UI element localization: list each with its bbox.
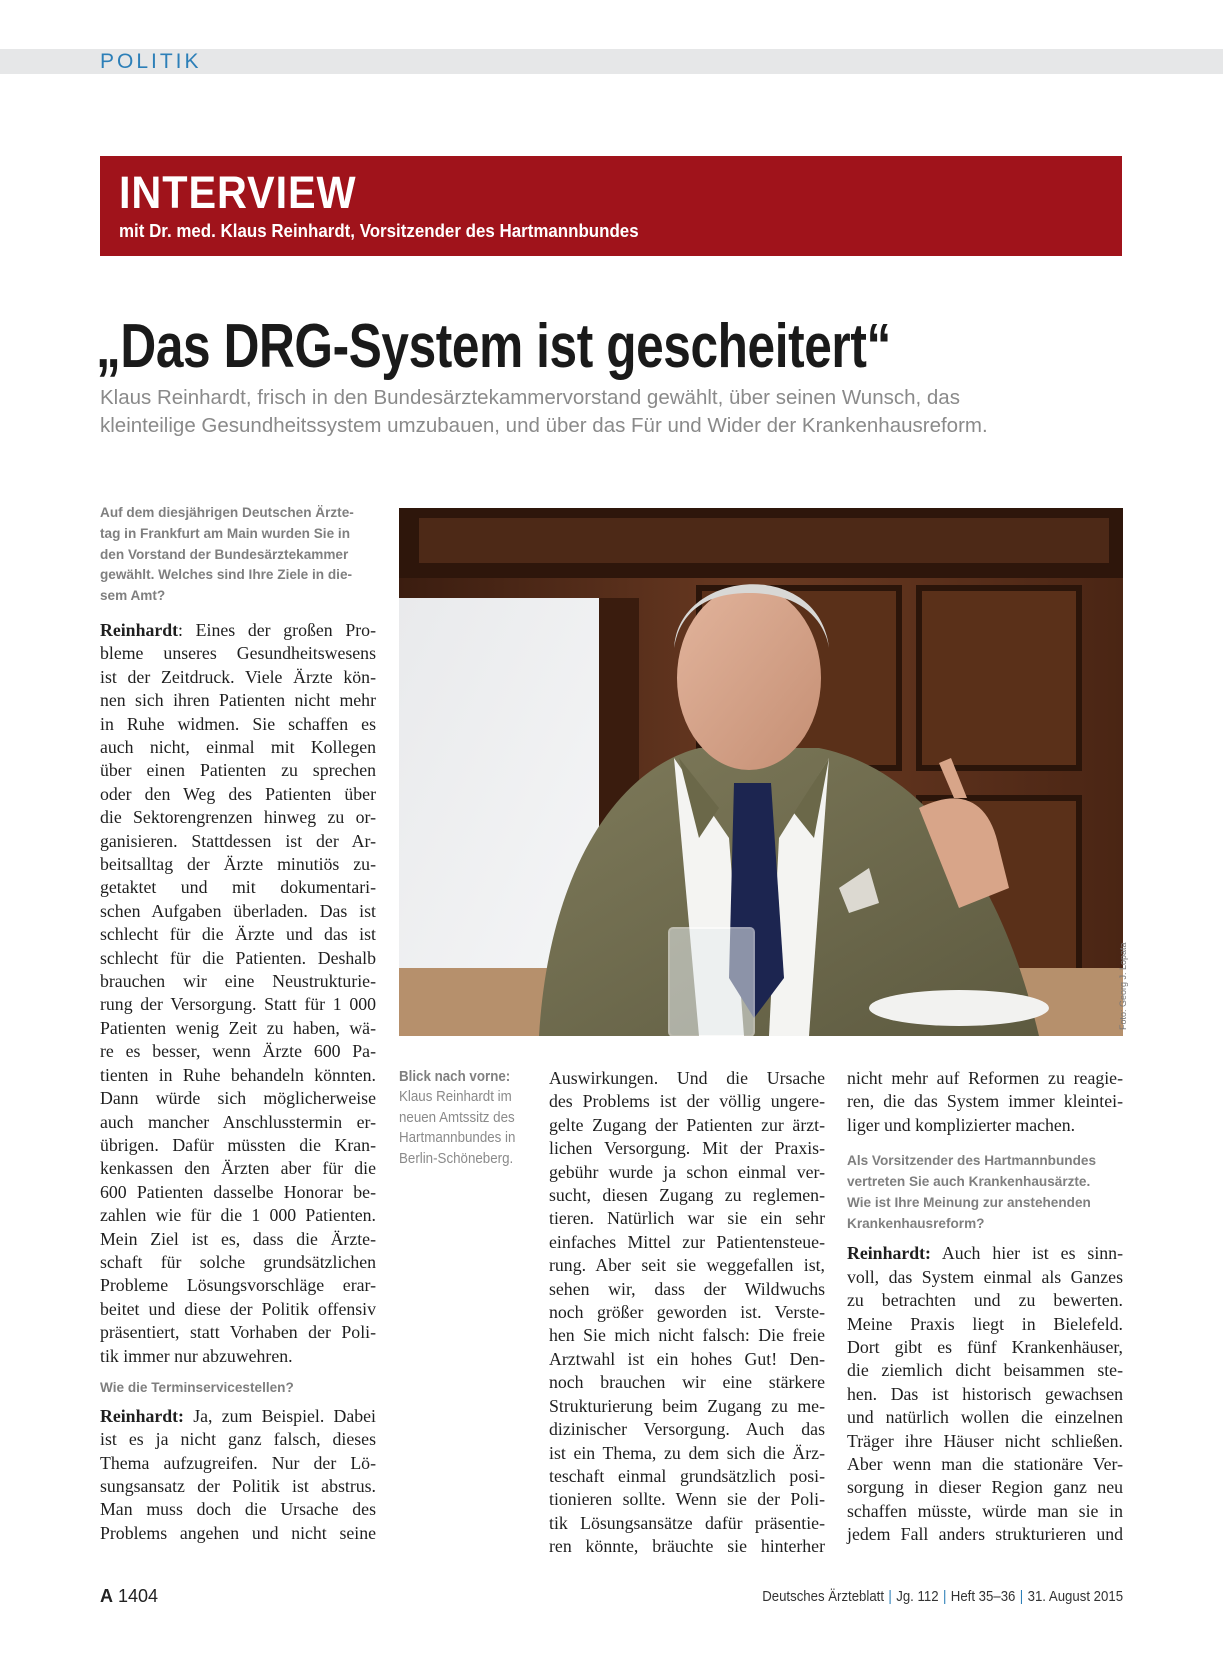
text-line: beitet und diese der Politik offensiv bbox=[100, 1298, 376, 1319]
text-line: präsentiert, statt Vorhaben der Poli- bbox=[100, 1322, 376, 1343]
text-line: und natürlich wollen die einzelnen bbox=[847, 1407, 1123, 1428]
text-line: brauchen wir eine Neustrukturie- bbox=[100, 971, 376, 992]
question-2 bbox=[100, 1378, 376, 1399]
text-line: Problems angehen und nicht seine bbox=[100, 1522, 376, 1543]
text-line: tienten in Ruhe behandeln könnten. bbox=[100, 1064, 376, 1085]
photo-credit: Foto: Georg J. Lopata bbox=[1118, 942, 1128, 1030]
text-line: getaktet und mit dokumentari- bbox=[100, 877, 376, 898]
answer-continued bbox=[847, 1067, 1123, 1137]
journal-issue: Heft 35–36 bbox=[950, 1588, 1016, 1605]
text-line: schlecht für die Ärzte und das ist bbox=[100, 924, 376, 945]
text-line: einfaches Mittel zur Patientensteue- bbox=[549, 1231, 825, 1252]
text-line: ganisieren. Stattdessen ist der Ar- bbox=[100, 830, 376, 851]
text-line: ist es ja nicht ganz falsch, dieses bbox=[100, 1429, 376, 1450]
text-line: tik Lösungsansätze dafür präsentie- bbox=[549, 1512, 825, 1533]
question-line: Als Vorsitzender des Hartmannbundes bbox=[847, 1153, 1097, 1169]
page-prefix: A bbox=[100, 1586, 113, 1606]
footer-info bbox=[762, 1588, 1123, 1605]
text-line: die ziemlich dicht beisammen ste- bbox=[847, 1360, 1123, 1381]
text-line: tionieren sollte. Wenn sie der Poli- bbox=[549, 1489, 825, 1510]
answer-1 bbox=[100, 619, 376, 1368]
interview-subtitle: mit Dr. med. Klaus Reinhardt, Vorsitzender des Hartmannbundes bbox=[119, 221, 639, 241]
text-line bbox=[100, 1405, 376, 1428]
question-line: Krankenhausreform? bbox=[847, 1215, 985, 1231]
caption-line: Klaus Reinhardt im bbox=[399, 1089, 512, 1106]
text-line: sorgung in dieser Region ganz neu bbox=[847, 1477, 1123, 1498]
text-line: Dort gibt es fünf Krankenhäuser, bbox=[847, 1337, 1123, 1358]
text-line: tik immer nur abzuwehren. bbox=[100, 1345, 293, 1366]
text-line: voll, das System einmal als Ganzes bbox=[847, 1266, 1123, 1287]
text-line: hen Sie mich nicht falsch: Die freie bbox=[549, 1325, 825, 1346]
text-line: lichen Versorgung. Mit der Praxis- bbox=[549, 1138, 825, 1159]
headline: „Das DRG-System ist gescheitert“ bbox=[96, 312, 891, 381]
text-line: Auswirkungen. Und die Ursache bbox=[549, 1068, 825, 1088]
question-line: tag in Frankfurt am Main wurden Sie in bbox=[100, 525, 351, 541]
photo-caption bbox=[399, 1067, 529, 1169]
caption-title: Blick nach vorne: bbox=[399, 1069, 511, 1085]
article-column-3 bbox=[847, 1067, 1123, 1547]
text-line: Probleme Lösungsvorschläge erar- bbox=[100, 1275, 376, 1296]
text-line: gelte Zugang der Patienten zur ärzt- bbox=[549, 1114, 825, 1135]
answer-3 bbox=[847, 1242, 1123, 1546]
portrait-photo bbox=[399, 508, 1123, 1036]
text-line: jedem Fall anders strukturieren und bbox=[847, 1524, 1123, 1545]
text-line: Meine Praxis liegt in Bielefeld. bbox=[847, 1313, 1123, 1334]
interview-title: INTERVIEW bbox=[119, 167, 357, 218]
text-line: rung der Versorgung. Statt für 1 000 bbox=[100, 994, 376, 1015]
text-line: zahlen wie für die 1 000 Patienten. bbox=[100, 1205, 376, 1226]
lead-line: Klaus Reinhardt, frisch in den Bundesärztekammervorstand gewählt, über seinen Wunsch, das bbox=[100, 386, 960, 409]
question-line: Auf dem diesjährigen Deutschen Ärzte- bbox=[100, 505, 354, 520]
speaker-name: Reinhardt: bbox=[847, 1243, 931, 1264]
text-line: gebühr wurde ja schon einmal ver- bbox=[549, 1161, 825, 1182]
text-line: Strukturierung beim Zugang zu me- bbox=[549, 1395, 825, 1416]
section-label: POLITIK bbox=[100, 50, 202, 73]
text-line bbox=[847, 1242, 1123, 1265]
text-line: schlecht für die Patienten. Deshalb bbox=[100, 947, 376, 968]
caption-line: neuen Amtssitz des bbox=[399, 1109, 515, 1126]
text-line: bleme unseres Gesundheitswesens bbox=[100, 643, 376, 664]
text-line: übrigen. Dafür müssten die Kran- bbox=[100, 1134, 376, 1155]
answer-2 bbox=[100, 1405, 376, 1545]
text-line: über einen Patienten zu sprechen bbox=[100, 760, 376, 781]
text-line: sehen wir, dass der Wildwuchs bbox=[549, 1278, 825, 1299]
text-line: re es besser, wenn Ärzte 600 Pa- bbox=[100, 1041, 376, 1062]
text-line: noch brauchen wir eine stärkere bbox=[549, 1372, 825, 1393]
lead-paragraph bbox=[100, 384, 1130, 440]
text-line: rung. Aber seit sie weggefallen ist, bbox=[549, 1255, 825, 1276]
footer-separator: | bbox=[1019, 1588, 1024, 1605]
text-line: hen. Das ist historisch gewachsen bbox=[847, 1383, 1123, 1404]
text-line: Patienten wenig Zeit zu haben, wä- bbox=[100, 1017, 376, 1038]
answer-text: Auch hier ist es sinn- bbox=[930, 1243, 1123, 1264]
answer-text: : Eines der großen Pro- bbox=[178, 619, 376, 640]
text-line: nen sich ihren Patienten nicht mehr bbox=[100, 690, 376, 711]
text-line: liger und komplizierter machen. bbox=[847, 1114, 1076, 1135]
text-line: nicht mehr auf Reformen zu reagie- bbox=[847, 1068, 1123, 1088]
text-line: sucht, diesen Zugang zu reglemen- bbox=[549, 1185, 825, 1206]
text-line: kenkassen den Ärzten aber für die bbox=[100, 1158, 376, 1179]
caption-line: Hartmannbundes in bbox=[399, 1130, 516, 1147]
text-line: ist der Zeitdruck. Viele Ärzte kön- bbox=[100, 666, 376, 687]
page-number bbox=[100, 1586, 158, 1607]
question-line: gewählt. Welches sind Ihre Ziele in die- bbox=[100, 567, 353, 583]
text-line: sungsansatz der Politik ist abstrus. bbox=[100, 1476, 376, 1496]
caption-line: Berlin-Schöneberg. bbox=[399, 1150, 514, 1167]
footer-separator: | bbox=[888, 1588, 892, 1605]
text-line: Thema aufzugreifen. Nur der Lö- bbox=[100, 1452, 376, 1473]
text-line: Man muss doch die Ursache des bbox=[100, 1499, 376, 1520]
text-line: auch mancher Anschlusstermin er- bbox=[100, 1111, 376, 1132]
speaker-name: Reinhardt bbox=[100, 619, 179, 640]
journal-name: Deutsches Ärzteblatt bbox=[762, 1588, 884, 1605]
text-line: oder den Weg des Patienten über bbox=[100, 783, 376, 804]
text-line: Aber wenn man die stationäre Ver- bbox=[847, 1454, 1123, 1475]
text-line: Arztwahl ist ein hohes Gut! Den- bbox=[549, 1348, 825, 1369]
question-line: Wie ist Ihre Meinung zur anstehenden bbox=[847, 1194, 1091, 1210]
speaker-name: Reinhardt: bbox=[100, 1405, 184, 1426]
journal-volume: Jg. 112 bbox=[896, 1588, 939, 1605]
footer-separator: | bbox=[942, 1588, 947, 1605]
text-line: ren, die das System immer kleintei- bbox=[847, 1091, 1123, 1112]
text-line: tieren. Natürlich war sie ein sehr bbox=[549, 1208, 825, 1229]
journal-date: 31. August 2015 bbox=[1027, 1588, 1123, 1605]
text-line: schaft für solche grundsätzlichen bbox=[100, 1251, 376, 1272]
text-line: teschaft einmal grundsätzlich posi- bbox=[549, 1465, 825, 1486]
question-1 bbox=[100, 503, 376, 607]
text-line: in Ruhe widmen. Sie schaffen es bbox=[100, 713, 376, 734]
text-line: noch größer geworden ist. Verste- bbox=[549, 1302, 825, 1323]
text-line: dizinischer Versorgung. Auch das bbox=[549, 1419, 825, 1440]
article-column-2 bbox=[549, 1067, 825, 1559]
question-line: sem Amt? bbox=[100, 588, 166, 604]
text-line bbox=[100, 619, 376, 642]
portrait-image bbox=[399, 508, 1123, 1036]
text-line: ren könnte, bräuchte sie hinterher bbox=[549, 1536, 825, 1557]
text-line: Dann würde sich möglicherweise bbox=[100, 1088, 376, 1109]
answer-text: Ja, zum Beispiel. Dabei bbox=[183, 1405, 376, 1426]
text-line: ist ein Thema, zu dem sich die Ärz- bbox=[549, 1442, 825, 1463]
article-column-1 bbox=[100, 503, 376, 1545]
question-line: vertreten Sie auch Krankenhausärzte. bbox=[847, 1174, 1091, 1190]
text-line: des Problems ist der völlig ungere- bbox=[549, 1091, 825, 1112]
page-number-value: 1404 bbox=[118, 1586, 159, 1606]
text-line: schaffen müsste, würde man sie in bbox=[847, 1500, 1123, 1521]
question-line: den Vorstand der Bundesärztekammer bbox=[100, 546, 349, 562]
text-line: auch nicht, einmal mit Kollegen bbox=[100, 737, 376, 758]
text-line: beitsalltag der Ärzte minutiös zu- bbox=[100, 854, 376, 875]
lead-line: kleinteilige Gesundheitssystem umzubauen, und über das Für und Wider der Krankenhausreform. bbox=[100, 414, 988, 437]
text-line: Träger ihre Häuser nicht schließen. bbox=[847, 1430, 1123, 1451]
interview-banner bbox=[100, 156, 1122, 256]
text-line: Mein Ziel ist es, dass die Ärzte- bbox=[100, 1228, 376, 1249]
text-line: zu betrachten und zu bewerten. bbox=[847, 1290, 1123, 1311]
text-line: die Sektorengrenzen hinweg zu or- bbox=[100, 807, 376, 828]
text-line: schen Aufgaben überladen. Das ist bbox=[100, 900, 376, 921]
text-line: 600 Patienten dasselbe Honorar be- bbox=[100, 1181, 376, 1202]
question-3 bbox=[847, 1151, 1123, 1234]
question-line: Wie die Terminservicestellen? bbox=[100, 1379, 294, 1395]
